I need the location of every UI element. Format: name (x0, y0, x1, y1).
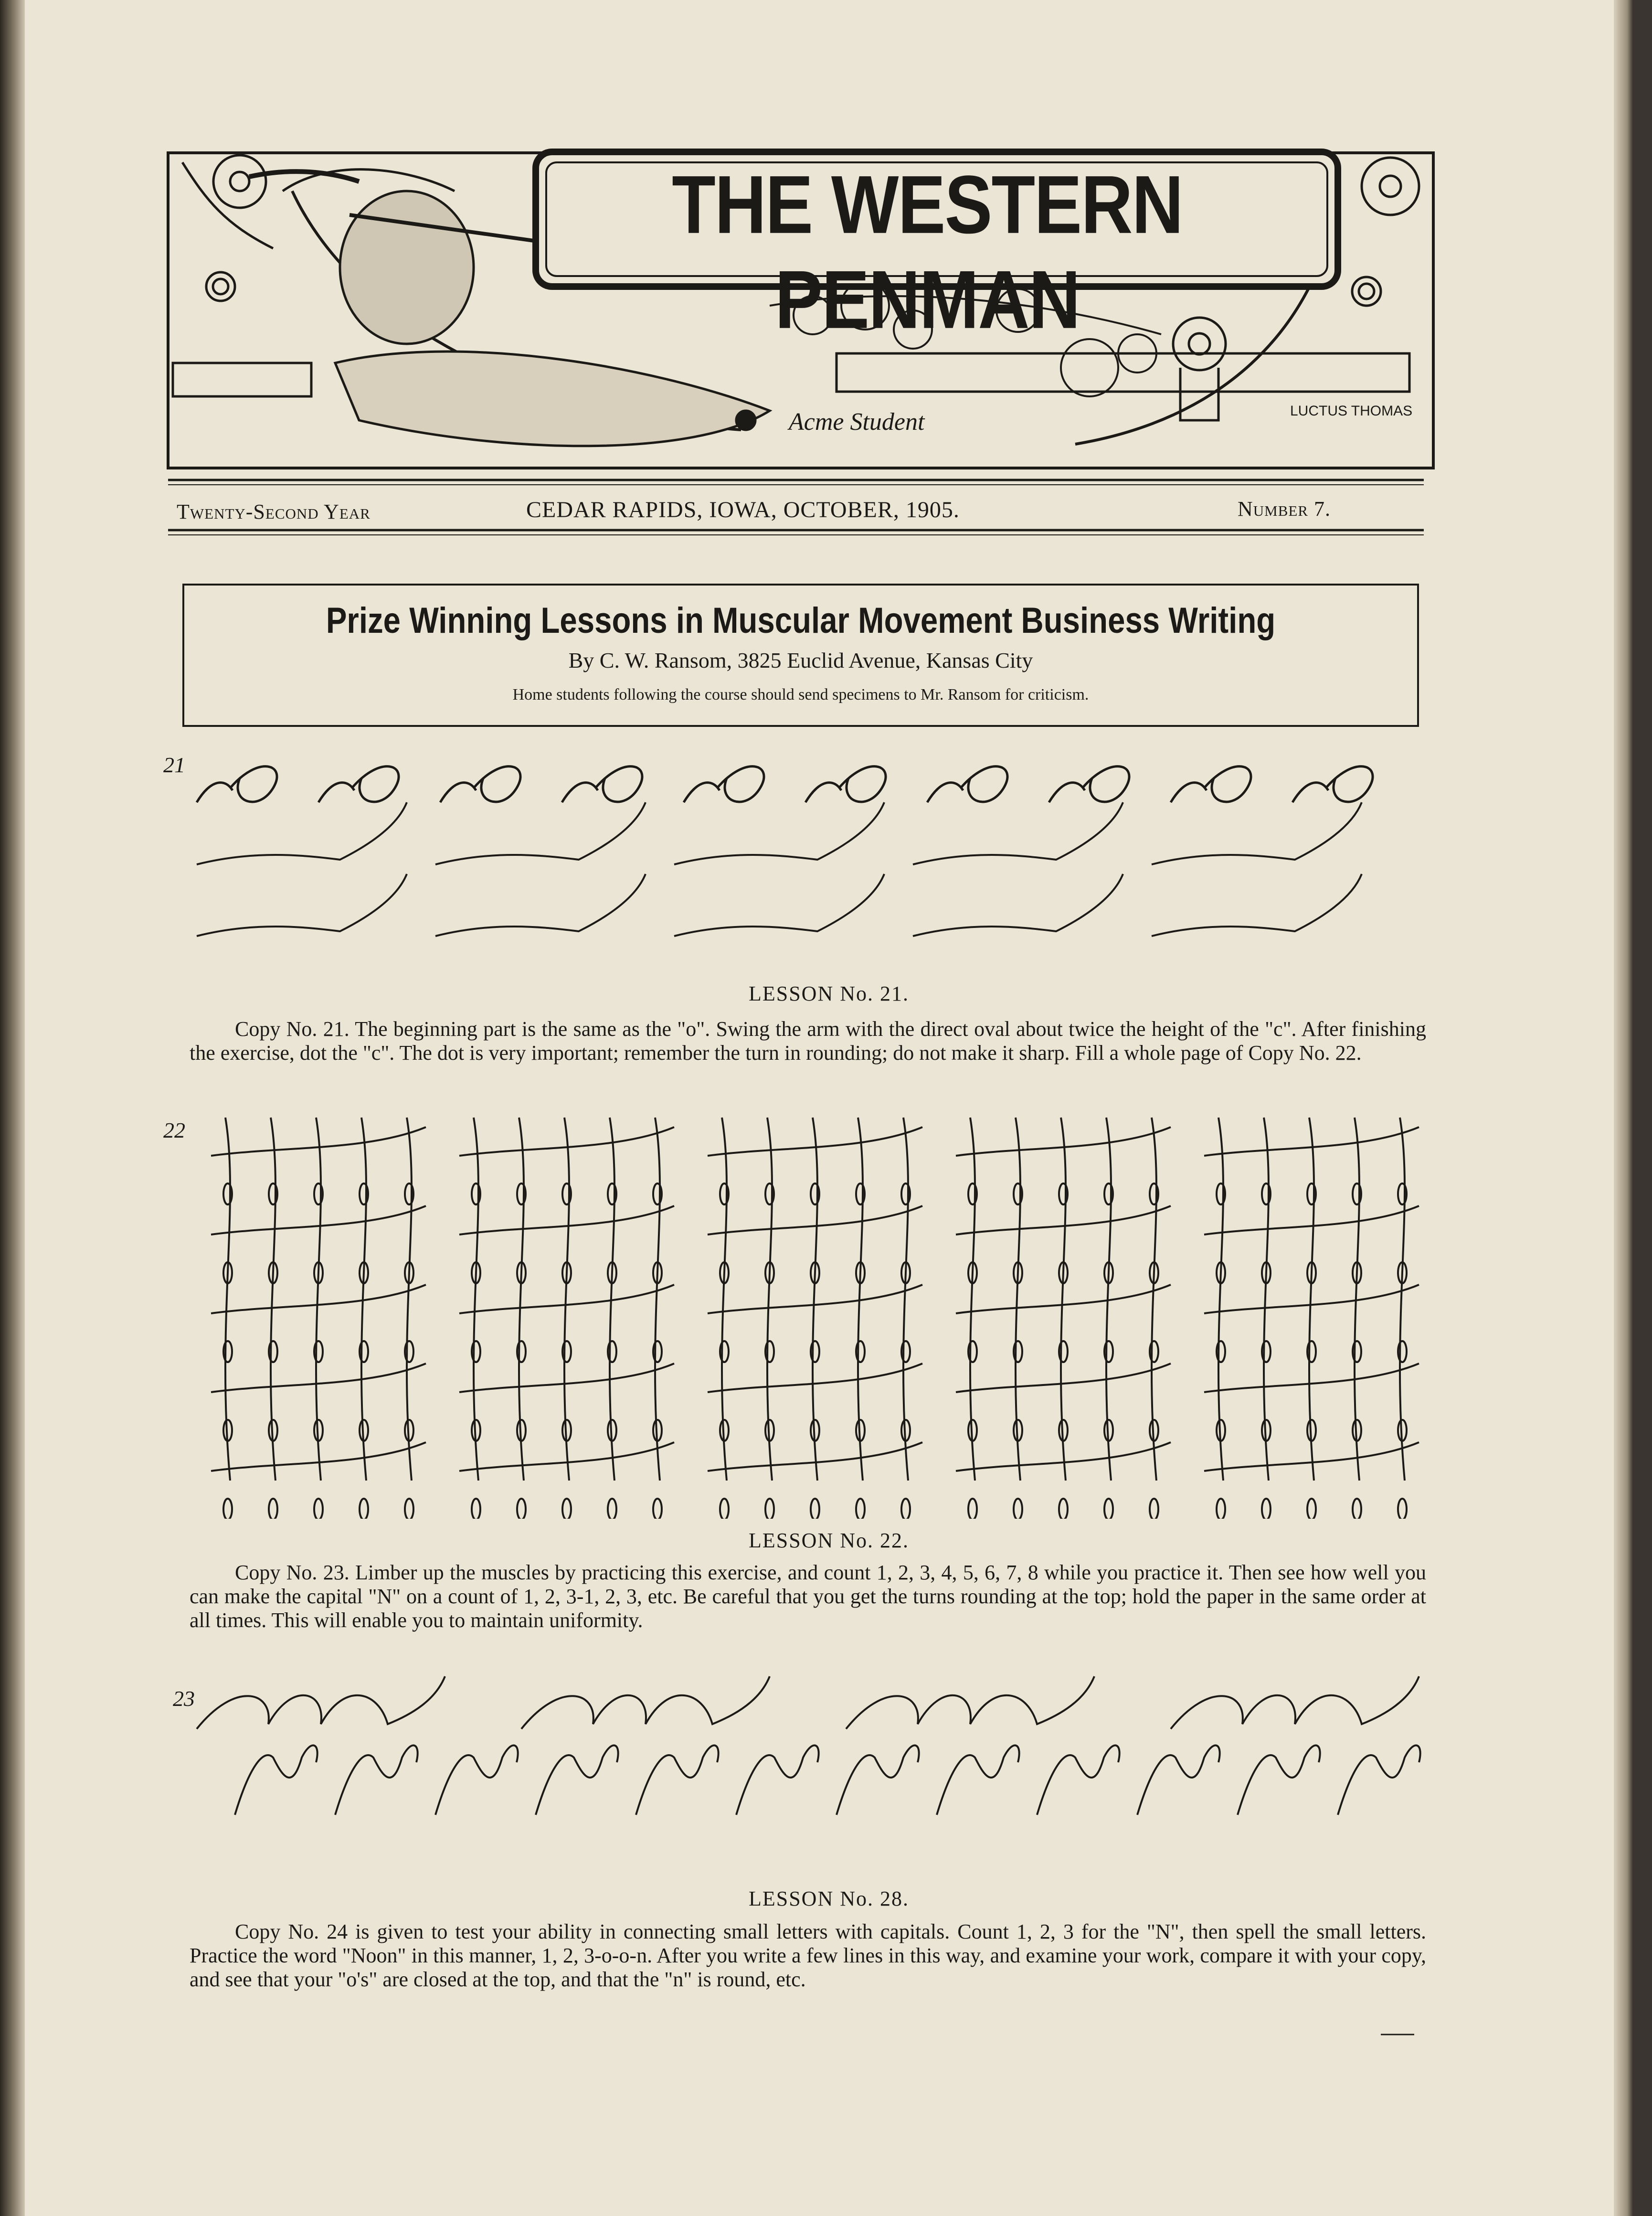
page-right-edge (1614, 0, 1633, 2216)
copy-21-specimen (25, 745, 1633, 984)
lesson-21-heading: LESSON No. 21. (748, 982, 910, 1005)
book-gutter-shadow (0, 0, 25, 2216)
feature-box (182, 584, 1419, 727)
issue-number: Number 7. (1238, 497, 1331, 521)
artist-signature: Acme Student (789, 408, 925, 436)
copy-21-number: 21 (163, 753, 185, 777)
lesson-22-text: Copy No. 23. Limber up the muscles by practicing this exercise, and count 1, 2, 3, 4, 5, 6, 7, 8 while you practice it. Then see how well you can make the capital "N" on a count of 1, 2, 3-1, 2, 3, etc. Be careful that you get the turns rounding at the top; hold the paper in the same order at all times. This will enable you to maintain uniformity. (190, 1561, 1426, 1632)
copy-22-number: 22 (163, 1118, 185, 1142)
lesson-28-heading: LESSON No. 28. (748, 1887, 910, 1910)
copy-23-specimen (25, 1672, 1633, 1834)
lesson-28-text: Copy No. 24 is given to test your ability in connecting small letters with capitals. Count 1, 2, 3 for the "N", then spell the small letters. Practice the word "Noon" in this manner, 1, 2, 3-o-o-n. After you write a few lines in this way, and examine your work, compare it with your copy, and see that your "o's" are closed at the top, and that the "n" is round, etc. (190, 1920, 1426, 1991)
closing-dash (1381, 2032, 1419, 2037)
masthead-title: THE WESTERN PENMAN (672, 158, 1183, 346)
lesson-22-heading: LESSON No. 22. (748, 1529, 910, 1552)
magazine-page (25, 0, 1633, 2216)
copy-22-specimen (25, 1108, 1633, 1519)
issue-rules (25, 0, 1633, 540)
feature-byline: By C. W. Ransom, 3825 Euclid Avenue, Kansas City (568, 648, 1033, 672)
feature-title: Prize Winning Lessons in Muscular Movement Business Writing (326, 600, 1276, 641)
issue-year: Twenty-Second Year (177, 500, 371, 523)
feature-note: Home students following the course should send specimens to Mr. Ransom for criticism. (512, 686, 1089, 703)
issue-place-date: CEDAR RAPIDS, IOWA, OCTOBER, 1905. (526, 497, 960, 522)
lesson-21-text: Copy No. 21. The beginning part is the same as the "o". Swing the arm with the direct oval about twice the height of the "c". After finishing the exercise, dot the "c". The dot is very important; remember the turn in rounding; do not make it sharp. Fill a whole page of Copy No. 22. (190, 1017, 1426, 1065)
designer-signature: LUCTUS THOMAS (1290, 403, 1413, 419)
copy-23-number: 23 (173, 1686, 195, 1711)
